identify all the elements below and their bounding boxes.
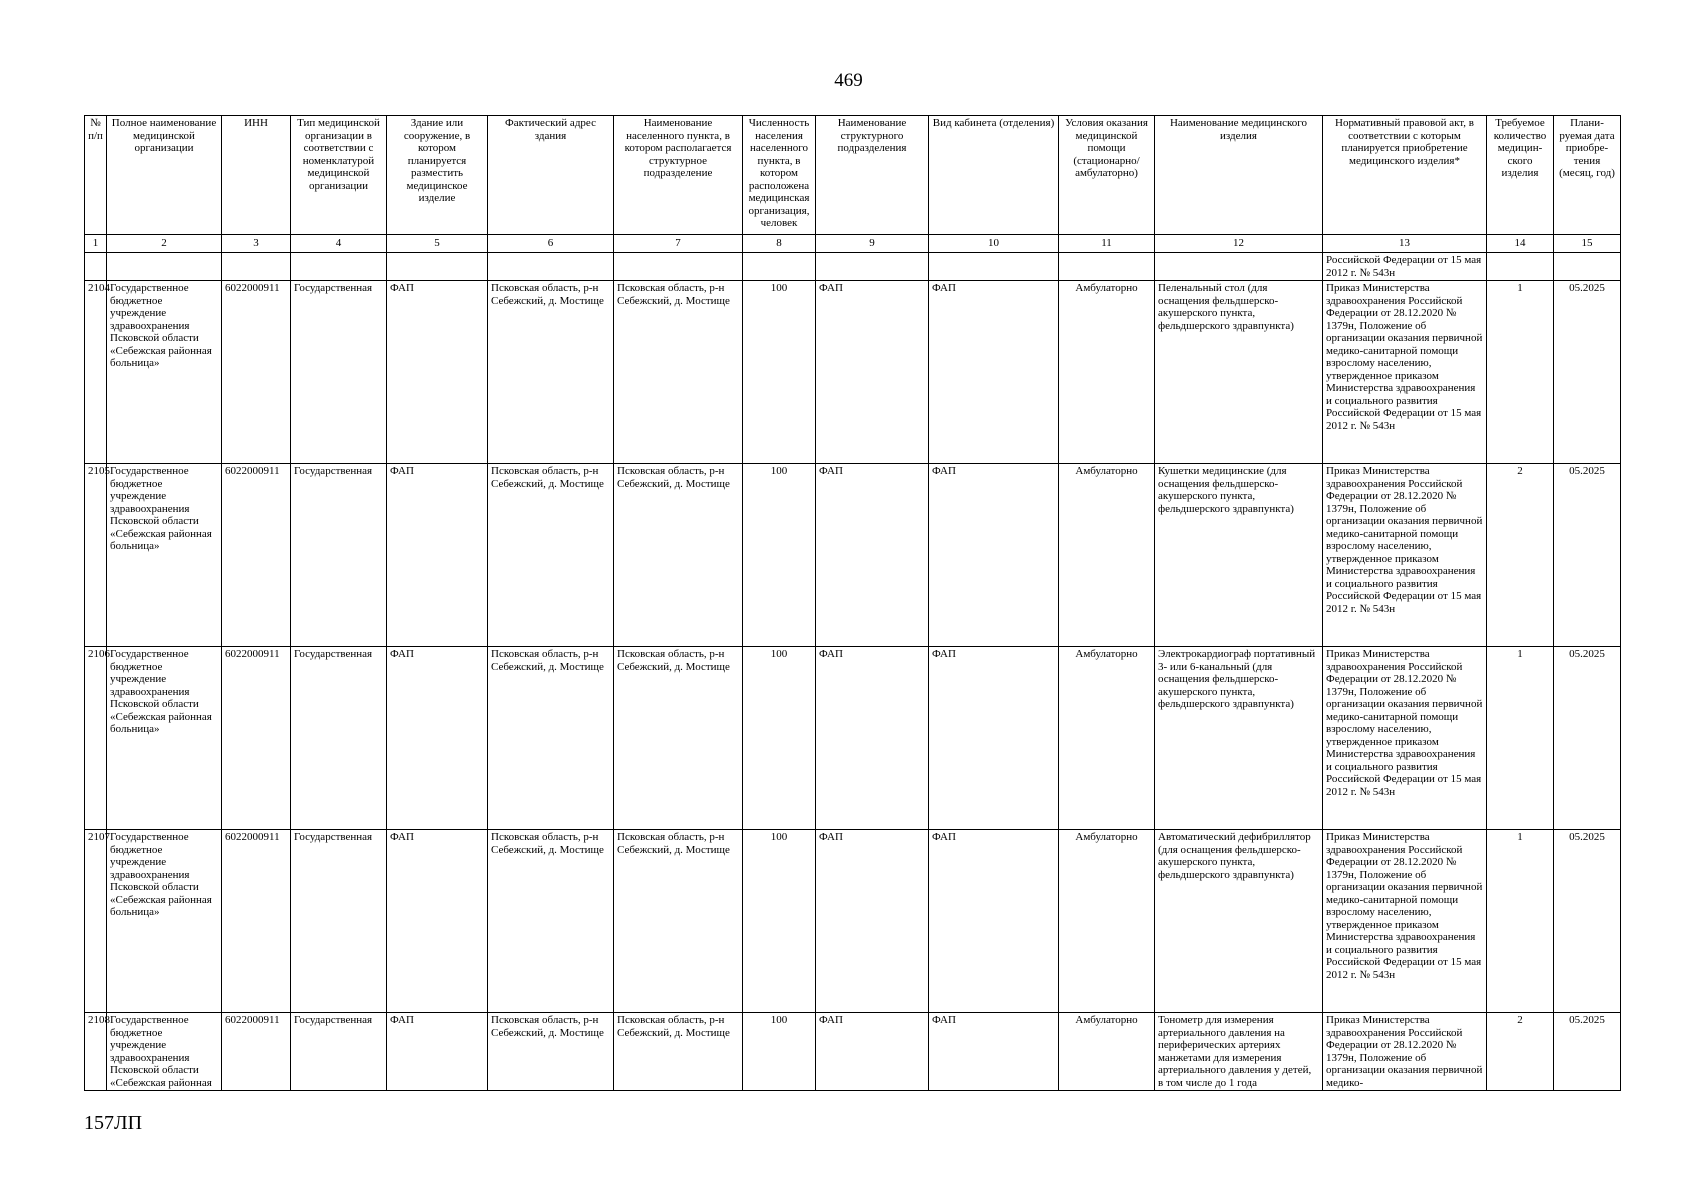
cabinet: ФАП (929, 1013, 1059, 1091)
device: Автоматический дефибриллятор (для оснащения фельдшерско-акушерского пункта, фельдшерского здравпункта) (1155, 830, 1323, 1013)
inn: 6022000911 (222, 1013, 291, 1091)
conditions: Амбулаторно (1059, 281, 1155, 464)
settlement: Псковская область, р-н Себежский, д. Мостище (614, 647, 743, 830)
header-cell: Условия оказания медицинской помощи (стационарно/ амбулаторно) (1059, 116, 1155, 235)
header-cell: ИНН (222, 116, 291, 235)
unit: ФАП (816, 281, 929, 464)
org-name: Государственное бюджетное учреждение здравоохранения Псковской области «Себежская районная больница» (107, 647, 222, 830)
address: Псковская область, р-н Себежский, д. Мостище (488, 647, 614, 830)
address: Псковская область, р-н Себежский, д. Мостище (488, 1013, 614, 1091)
settlement: Псковская область, р-н Себежский, д. Мостище (614, 464, 743, 647)
column-number: 13 (1323, 235, 1487, 253)
quantity: 1 (1487, 281, 1554, 464)
inn: 6022000911 (222, 281, 291, 464)
org-type: Государственная (291, 830, 387, 1013)
header-cell: Нормативный правовой акт, в соответствии с которым планируется приобретение медицинского изделия* (1323, 116, 1487, 235)
population: 100 (743, 281, 816, 464)
header-row (85, 116, 1621, 235)
row-number: 2106 (85, 647, 107, 830)
quantity: 1 (1487, 830, 1554, 1013)
unit: ФАП (816, 830, 929, 1013)
table-row (85, 647, 1621, 830)
quantity: 1 (1487, 647, 1554, 830)
planned-date: 05.2025 (1554, 464, 1621, 647)
column-number: 6 (488, 235, 614, 253)
unit: ФАП (816, 1013, 929, 1091)
population: 100 (743, 464, 816, 647)
planned-date: 05.2025 (1554, 281, 1621, 464)
header-cell: Наименование медицинского изделия (1155, 116, 1323, 235)
population: 100 (743, 1013, 816, 1091)
conditions: Амбулаторно (1059, 1013, 1155, 1091)
equipment-table (84, 115, 1621, 1091)
column-number: 3 (222, 235, 291, 253)
column-number: 9 (816, 235, 929, 253)
legal-act: Приказ Министерства здравоохранения Российской Федерации от 28.12.2020 № 1379н, Положение об организации оказания первичной медико- (1323, 1013, 1487, 1091)
device: Пеленальный стол (для оснащения фельдшерско-акушерского пункта, фельдшерского здравпункта) (1155, 281, 1323, 464)
row-number: 2105 (85, 464, 107, 647)
conditions: Амбулаторно (1059, 830, 1155, 1013)
legal-act: Приказ Министерства здравоохранения Российской Федерации от 28.12.2020 № 1379н, Положение об организации оказания первичной медико-санитарной помощи взрослому населению, утвержденное приказом Министерства здравоохранения и социального развития Российской Федерации от 15 мая 2012 г. № 543н (1323, 464, 1487, 647)
row-number: 2107 (85, 830, 107, 1013)
column-number: 1 (85, 235, 107, 253)
org-name: Государственное бюджетное учреждение здравоохранения Псковской области «Себежская районная (107, 1013, 222, 1091)
continuation-row (85, 253, 1621, 281)
population: 100 (743, 830, 816, 1013)
legal-act: Приказ Министерства здравоохранения Российской Федерации от 28.12.2020 № 1379н, Положение об организации оказания первичной медико-санитарной помощи взрослому населению, утвержденное приказом Министерства здравоохранения и социального развития Российской Федерации от 15 мая 2012 г. № 543н (1323, 830, 1487, 1013)
continuation-act-text: Российской Федерации от 15 мая 2012 г. № 543н (1323, 253, 1487, 281)
row-number: 2108 (85, 1013, 107, 1091)
column-number: 8 (743, 235, 816, 253)
row-number: 2104 (85, 281, 107, 464)
address: Псковская область, р-н Себежский, д. Мостище (488, 281, 614, 464)
header-cell: Вид кабинета (отделения) (929, 116, 1059, 235)
building: ФАП (387, 830, 488, 1013)
building: ФАП (387, 281, 488, 464)
column-number: 5 (387, 235, 488, 253)
org-type: Государственная (291, 464, 387, 647)
org-name: Государственное бюджетное учреждение здравоохранения Псковской области «Себежская районная больница» (107, 464, 222, 647)
legal-act: Приказ Министерства здравоохранения Российской Федерации от 28.12.2020 № 1379н, Положение об организации оказания первичной медико-санитарной помощи взрослому населению, утвержденное приказом Министерства здравоохранения и социального развития Российской Федерации от 15 мая 2012 г. № 543н (1323, 647, 1487, 830)
column-number: 11 (1059, 235, 1155, 253)
unit: ФАП (816, 647, 929, 830)
building: ФАП (387, 647, 488, 830)
org-type: Государственная (291, 281, 387, 464)
header-cell: Наименование населенного пункта, в котором располагается структурное подразделение (614, 116, 743, 235)
unit: ФАП (816, 464, 929, 647)
planned-date: 05.2025 (1554, 830, 1621, 1013)
header-cell: Численность населения населенного пункта, в котором расположена медицинская организация, человек (743, 116, 816, 235)
org-type: Государственная (291, 647, 387, 830)
column-number: 14 (1487, 235, 1554, 253)
column-number: 2 (107, 235, 222, 253)
planned-date: 05.2025 (1554, 647, 1621, 830)
table-row (85, 1013, 1621, 1091)
column-number: 7 (614, 235, 743, 253)
header-cell: Тип медицинской организации в соответствии с номенклатурой медицинской организации (291, 116, 387, 235)
cabinet: ФАП (929, 464, 1059, 647)
column-number-row (85, 235, 1621, 253)
quantity: 2 (1487, 464, 1554, 647)
header-cell: Требуемое количество медицин-ского изделия (1487, 116, 1554, 235)
org-name: Государственное бюджетное учреждение здравоохранения Псковской области «Себежская районная больница» (107, 830, 222, 1013)
org-name: Государственное бюджетное учреждение здравоохранения Псковской области «Себежская районная больница» (107, 281, 222, 464)
column-number: 10 (929, 235, 1059, 253)
settlement: Псковская область, р-н Себежский, д. Мостище (614, 1013, 743, 1091)
settlement: Псковская область, р-н Себежский, д. Мостище (614, 281, 743, 464)
inn: 6022000911 (222, 647, 291, 830)
header-cell: № п/п (85, 116, 107, 235)
inn: 6022000911 (222, 830, 291, 1013)
device: Электрокардиограф портативный 3- или 6-канальный (для оснащения фельдшерско-акушерского пункта, фельдшерского здравпункта) (1155, 647, 1323, 830)
building: ФАП (387, 1013, 488, 1091)
conditions: Амбулаторно (1059, 647, 1155, 830)
building: ФАП (387, 464, 488, 647)
header-cell: Плани-руемая дата приобре-тения (месяц, год) (1554, 116, 1621, 235)
cabinet: ФАП (929, 647, 1059, 830)
cabinet: ФАП (929, 281, 1059, 464)
planned-date: 05.2025 (1554, 1013, 1621, 1091)
cabinet: ФАП (929, 830, 1059, 1013)
table-row (85, 464, 1621, 647)
device: Тонометр для измерения артериального давления на периферических артериях манжетами для измерения артериального давления у детей, в том числе до 1 года (1155, 1013, 1323, 1091)
inn: 6022000911 (222, 464, 291, 647)
address: Псковская область, р-н Себежский, д. Мостище (488, 464, 614, 647)
conditions: Амбулаторно (1059, 464, 1155, 647)
column-number: 4 (291, 235, 387, 253)
page-number: 469 (834, 70, 863, 91)
table-row (85, 281, 1621, 464)
quantity: 2 (1487, 1013, 1554, 1091)
table-row (85, 830, 1621, 1013)
header-cell: Фактический адрес здания (488, 116, 614, 235)
header-cell: Полное наименование медицинской организации (107, 116, 222, 235)
header-cell: Здание или сооружение, в котором планируется разместить медицинское изделие (387, 116, 488, 235)
column-number: 12 (1155, 235, 1323, 253)
org-type: Государственная (291, 1013, 387, 1091)
settlement: Псковская область, р-н Себежский, д. Мостище (614, 830, 743, 1013)
population: 100 (743, 647, 816, 830)
column-number: 15 (1554, 235, 1621, 253)
device: Кушетки медицинские (для оснащения фельдшерско-акушерского пункта, фельдшерского здравпункта) (1155, 464, 1323, 647)
header-cell: Наименование структурного подразделения (816, 116, 929, 235)
document-code: 157ЛП (84, 1112, 143, 1134)
address: Псковская область, р-н Себежский, д. Мостище (488, 830, 614, 1013)
legal-act: Приказ Министерства здравоохранения Российской Федерации от 28.12.2020 № 1379н, Положение об организации оказания первичной медико-санитарной помощи взрослому населению, утвержденное приказом Министерства здравоохранения и социального развития Российской Федерации от 15 мая 2012 г. № 543н (1323, 281, 1487, 464)
